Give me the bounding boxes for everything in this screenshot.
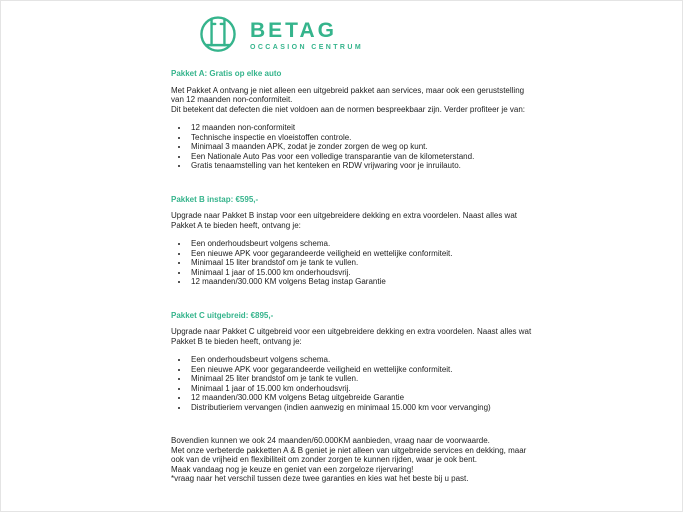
bullet-item: • Gratis tenaamstelling van het kenteken en RDW vrijwaring voor je inruilauto. (189, 161, 533, 171)
section-heading: Pakket C uitgebreid: €895,- (171, 310, 274, 320)
bullet-list (171, 123, 533, 171)
bullet-item: • Minimaal 3 maanden APK, zodat je zonder zorgen de weg op kunt. (189, 142, 533, 152)
bullet-item: • Een nieuwe APK voor gegarandeerde veiligheid en wettelijke conformiteit. (189, 365, 533, 375)
section-pakket-a (171, 69, 533, 171)
bullet-list (171, 239, 533, 287)
section-heading: Pakket A: Gratis op elke auto (171, 69, 282, 78)
bullet-item: • Een onderhoudsbeurt volgens schema. (189, 355, 533, 365)
brand-name: BETAG (250, 18, 337, 42)
section-pakket-b (171, 195, 533, 287)
closing-text (171, 436, 533, 484)
section-intro: Upgrade naar Pakket C uitgebreid voor een uitgebreidere dekking en extra voordelen. Naast alles wat Pakket B te bieden heeft, ontvang je: (171, 327, 532, 346)
bullet-item: • Technische inspectie en vloeistoffen controle. (189, 133, 533, 143)
closing-line: Met onze verbeterde pakketten A & B geniet je niet alleen van uitgebreide services en dekking, maar ook van de vrijheid en flexibiliteit om zonder zorgen te kunnen rijden, waar je ook bent. (171, 445, 527, 464)
bullet-item: • 12 maanden non-conformiteit (189, 123, 533, 133)
section-pakket-c (171, 311, 533, 413)
bullet-item: • Minimaal 1 jaar of 15.000 km onderhoudsvrij. (189, 384, 533, 394)
section-intro: Met Pakket A ontvang je niet alleen een uitgebreid pakket aan services, maar ook een geruststelling van 12 maanden non-conformiteit. (171, 85, 525, 104)
bullet-item: • Een onderhoudsbeurt volgens schema. (189, 239, 533, 249)
bullet-item: • Minimaal 15 liter brandstof om je tank te vullen. (189, 258, 533, 268)
bullet-item: • Minimaal 25 liter brandstof om je tank te vullen. (189, 374, 533, 384)
logo (1, 1, 682, 59)
bullet-item: • Distributieriem vervangen (indien aanwezig en minimaal 15.000 km voor vervanging) (189, 403, 533, 413)
bullet-item: • 12 maanden/30.000 KM volgens Betag instap Garantie (189, 277, 533, 287)
bullet-list (171, 355, 533, 412)
betag-logo-icon (195, 12, 241, 58)
bullet-item: • 12 maanden/30.000 KM volgens Betag uitgebreide Garantie (189, 393, 533, 403)
bullet-item: • Minimaal 1 jaar of 15.000 km onderhoudsvrij. (189, 268, 533, 278)
bullet-item: • Een nieuwe APK voor gegarandeerde veiligheid en wettelijke conformiteit. (189, 249, 533, 259)
bullet-item: • Een Nationale Auto Pas voor een volledige transparantie van de kilometerstand. (189, 152, 533, 162)
closing-line: Bovendien kunnen we ook 24 maanden/60.000KM aanbieden, vraag naar de voorwaarde. (171, 436, 490, 445)
logo-text (250, 20, 363, 51)
section-intro: Upgrade naar Pakket B instap voor een uitgebreidere dekking en extra voordelen. Naast alles wat Pakket A te bieden heeft, ontvang je: (171, 211, 517, 230)
section-heading: Pakket B instap: €595,- (171, 194, 259, 204)
brand-subtitle: OCCASION CENTRUM (250, 43, 364, 51)
closing-line: Maak vandaag nog je keuze en geniet van een zorgeloze rijervaring! (171, 464, 414, 474)
footnote: *vraag naar het verschil tussen deze twee garanties en kies wat het beste bij u past. (171, 474, 469, 483)
section-intro: Dit betekent dat defecten die niet voldoen aan de normen bespreekbaar zijn. Verder profiteer je van: (171, 104, 526, 114)
document-content (1, 59, 533, 484)
